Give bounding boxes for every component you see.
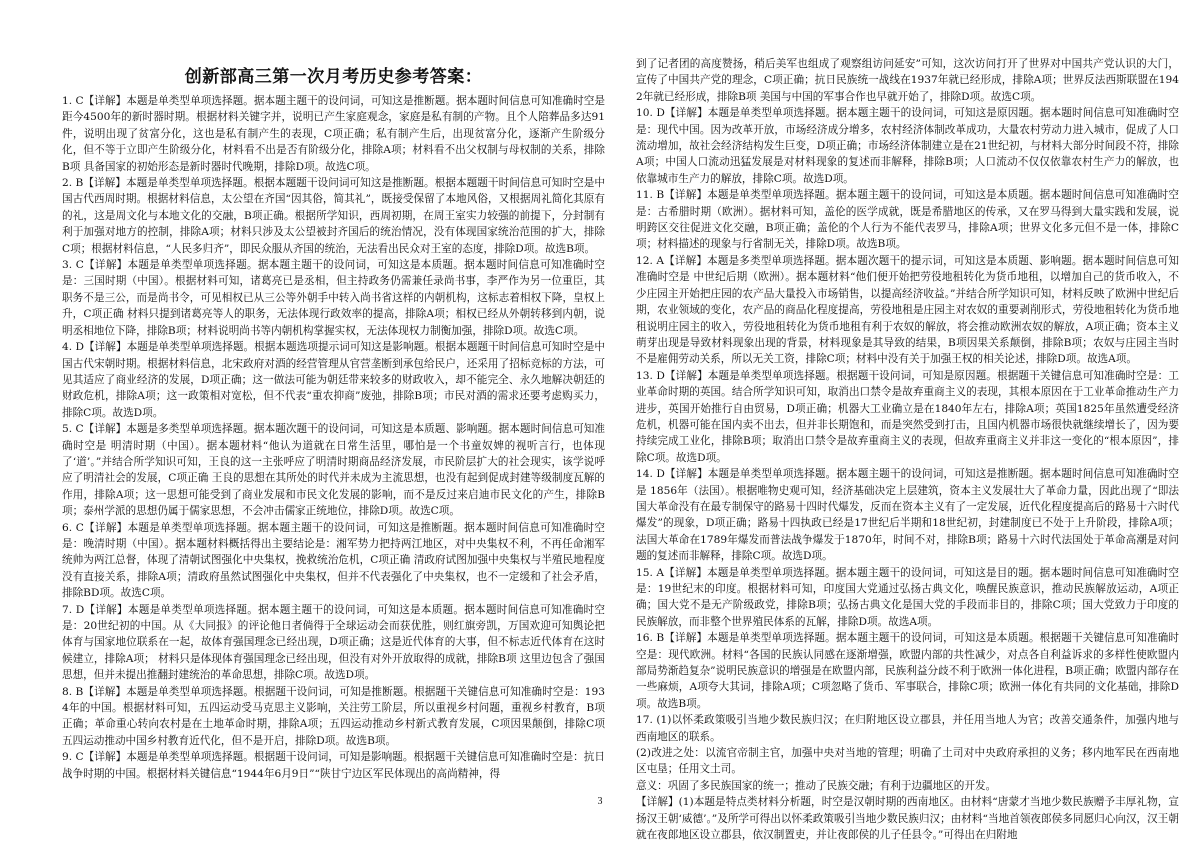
answer-paragraph: 9. C【详解】本题是单类型单项选择题。根据题干设问词，可知是影响题。根据题干关键信息可知准确时空是：抗日战争时期的中国。根据材料关键信息“1944年6月9日”“陕甘宁边区军民体现出的高尚精神，得: [62, 751, 605, 780]
page-number: 3: [597, 796, 603, 807]
answer-paragraph: 3. C【详解】本题是单类型单项选择题。据本题主题干的设问词，可知这是本质题。据本题时间信息可知准确时空是：三国时期（中国）。根据材料可知，诸葛亮已是丞相，但主持政务仍需兼任录尚书事，李严作为另一位重臣，其职务不是三公，而是尚书令，可见相权已从三公等外朝手中转入尚书省这样的内朝机构，这标志着相权下降，皇权上升，C项正确 材料只提到诸葛亮等人的职务，无法体现行政效率的提高，排除A项；相权已经从外朝转移到内朝，说明丞相地位下降，排除B项；材料说明尚书等内朝机构掌握实权，无法体现权力制衡加强，排除D项。故选C项。: [62, 259, 605, 337]
page-title: 创新部高三第一次月考历史参考答案：: [184, 67, 483, 87]
answer-paragraph: 意义：巩固了多民族国家的统一；推动了民族交融；有利于边疆地区的开发。: [636, 779, 997, 792]
right-column: [636, 0, 1179, 844]
answer-paragraph: 1. C【详解】本题是单类型单项选择题。据本题主题干的设问词，可知这是推断题。据本题时间信息可知准确时空是 距今4500年的新时器时期。根据材料关键字并，说明已产生家庭观念，家庭是私有制的产物。且个人陪葬品多达91件，说明出现了贫富分化，这也是私有制产生的表现，C项正确；私有制产生后，出现贫富分化，逐渐产生阶级分化，但不等于立即产生阶级分化，材料看不出是否有阶级分化，排除A项；材料看不出父权制与母权制的关系，排除B项 具备国家的初始形态是新时器时代晚期，排除D项。故选C项。: [62, 95, 605, 173]
answer-paragraph: 13. D【详解】本题是单类型单项选择题。根据题干设问词，可知是原因题。根据题干关键信息可知准确时空是：工业革命时期的英国。结合所学知识可知，取消出口禁令是故弃重商主义的表现，其根本原因在于工业革命推动生产力进步，英国开始推行自由贸易，D项正确；机器大工业确立是在1840年左右，排除A项；英国1825年虽然遭受经济危机，机器可能在国内卖不出去，但并非长期饱和，而是突然受到打击，且国内机器市场很快就继续增长了，因为要持续完成工业化，排除B项；取消出口禁令是故弃重商主义的表现，但故弃重商主义并非这一变化的“根本原因”，排除C项。故选D项。: [636, 369, 1179, 464]
answer-paragraph: (2)改进之处：以流官帝制主官，加强中央对当地的管理；明确了土司对中央政府承担的义务；移内地军民在西南地区屯垦；任用文土司。: [636, 747, 1179, 776]
answer-paragraph: 2. B【详解】本题是单类型单项选择题。根据本题题干设问词可知这是推断题。根据本题题干时间信息可知时空是中国古代西周时期。根据材料信息，太公望在齐国“因其俗，简其礼”，既接受保留了本地风俗，又根据周礼简化其原有的礼，这是周文化与本地文化的交融，B项正确。根据所学知识，西周初期，在周王室实力较强的前提下，分封制有利于加强对地方的控制，排除A项；材料只涉及太公望被封齐国后的统治情况，没有体现国家统治范围的扩大，排除C项；根据材料信息，“人民多归齐”，即民众服从齐国的统治，无法看出民众对王室的态度，排除D项。故选B项。: [62, 177, 605, 255]
answer-paragraph: 到了记者团的高度赞扬，稍后美军也组成了观察组访问延安”可知，这次访问打开了世界对中国共产党认识的大门，宣传了中国共产党的理念，C项正确；抗日民族统一战线在1937年就已经形成，排除A项；世界反法西斯联盟在1942年就已经形成，排除B项 美国与中国的军事合作也早就开始了，排除D项。故选C项。: [636, 58, 1179, 103]
answer-paragraph: 16. B【详解】本题是单类型单项选择题。据本题主题干的设问词，可知这是本质题。根据题干关键信息可知准确时空是：现代欧洲。材料“各国的民族认同感在逐渐增强，欧盟内部的共性减少，对点各自利益诉求的多样性使欧盟内部局势渐趋复杂”说明民族意识的增强是在欧盟内部，民族利益分歧不利于欧洲一体化进程，B项正确；欧盟内部存在一些麻烦，A项夸大其词，排除A项；C项忽略了货币、军事联合，排除C项；欧洲一体化有共同的文化基础，排除D项。故选B项。: [636, 632, 1179, 710]
answer-paragraph: 6. C【详解】本题是单类型单项选择题。据本题主题干的设问词，可知这是推断题。据本题时间信息可知准确时空是：晚清时期（中国）。据本题材料概括得出主要结论是：湘军势力把持两江地区，对中央集权不利，不再任命湘军统帅为两江总督，体现了清朝试图强化中央集权，挽救统治危机，C项正确 清政府试图加强中央集权与半殖民地程度没有直接关系，排除A项；清政府虽然试图强化中央集权，但并不代表强化了中央集权，也不一定缓和了社会矛盾，排除BD项。故选C项。: [62, 521, 605, 600]
answer-paragraph: 5. C【详解】本题是多类型单项选择题。据本题次题干的设问词，可知这是本质题、影响题。据本题时间信息可知准确时空是 明清时期（中国）。据本题材料“他认为道就在日常生活里，哪怕是一个书童奴婢的视听言行，也体现了‘道’。”并结合所学知识可知，王良的这一主张呼应了明清时期商品经济发展，市民阶层扩大的社会现实，该学说呼应了明清社会的发展，C项正确 王良的思想在其所处的时代并未成为主流思想，也没有起到促成封建等级制度瓦解的作用，排除A项；这一思想可能受到了商业发展和市民文化发展的影响，而不是反过来启迪市民文化的产生，排除B项；泰州学派的思想仍属于儒家思想，不会冲击儒家正统地位，排除D项。故选C项。: [62, 423, 605, 518]
answer-paragraph: 15. A【详解】本题是单类型单项选择题。据本题主题干的设问词，可知这是目的题。据本题时间信息可知准确时空是：19世纪末的印度。根据材料可知，印度国大党通过弘扬古典文化，唤醒民族意识，推动民族解放运动，A项正确；国大党不是无产阶级政党，排除B项；弘扬古典文化是国大党的手段而非目的，排除C项；国大党致力于印度的民族解放，而非整个世界殖民体系的瓦解，排除D项。故选A项。: [636, 566, 1179, 628]
answer-paragraph: 8. B【详解】本题是单类型单项选择题。根据题干设问词，可知是推断题。根据题干关键信息可知准确时空是：1934年的中国。根据材料可知，五四运动受马克思主义影响，关注劳工阶层，所以重视乡村问题，重视乡村教育，B项正确；革命重心转向农村是在土地革命时期，排除A项；五四运动推动乡村新式教育发展，C项因果颠倒，排除C项 五四运动推动中国乡村教育近代化，但不是开启，排除D项。故选B项。: [62, 685, 605, 747]
answer-paragraph: 10. D【详解】本题是单类型单项选择题。据本题主题干的设问词，可知这是原因题。据本题时间信息可知准确时空是：现代中国。因为改革开放，市场经济成分增多，农村经济体制改革成功，大量农村劳动力进入城市，促成了人口流动增加，故社会经济结构发生巨变，D项正确；市场经济体制建立是在21世纪初，与材料大部分时间段不符，排除A项；中国人口流动迅猛发展是对材料现象的复述而非解释，排除B项；人口流动不仅仅依靠农村生产力的解放，也依靠城市生产力的解放，排除C项。故选D项。: [636, 107, 1179, 185]
answer-paragraph: 12. A【详解】本题是多类型单项选择题。据本题次题干的提示词，可知这是本质题、影响题。据本题时间信息可知准确时空是 中世纪后期（欧洲）。据本题材料“他们便开始把劳役地租转化为货币地租，以增加自己的货币收入，不少庄园主开始把庄园的农产品大量投入市场销售，以提高经济收益。”并结合所学知识可知，材料反映了欧洲中世纪后期，农业领域的变化，农产品的商品化程度提高，劳役地租是庄园主对农奴的重要剥削形式，劳役地租转化为货币地租说明庄园主的收入，劳役地租转化为货币地租有利于农奴的解放，将会推动欧洲农奴的解放，A项正确；资本主义萌芽出现是导致材料现象出现的背景，材料现象是其导致的结果，B项因果关系颠倒，排除B项；农奴与庄园主当时不是雇佣劳动关系，所以无关工资，排除C项；材料中没有关于加强王权的相关论述，排除D项。故选A项。: [636, 254, 1179, 366]
answer-paragraph: 4. D【详解】本题是单类型单项选择题。根据本题选项提示词可知这是影响题。根据本题题干时间信息可知时空是中国古代宋朝时期。根据材料信息，北宋政府对酒的经营管理从官营垄断到承包给民户，还采用了招标竞标的方法，可见其适应了商业经济的发展，D项正确；这一做法可能为朝廷带来较多的财政收入，却不能完全、永久地解决朝廷的财政危机，排除A项；这一政策相对宽松，但不代表“重农抑商”废弛，排除B项；市民对酒的需求还要考虑购买力，排除C项。故选D项。: [62, 341, 605, 419]
answer-paragraph: 7. D【详解】本题是单类型单项选择题。据本题主题干的设问词，可知这是本质题。据本题时间信息可知准确时空是：20世纪初的中国。从《大同报》的评论他日者倘得于全球运动会而获优胜，则红旗旁凯，万国欢迎可知舆论把体育与国家地位联系在一起，故体育强国理念已经出现，D项正确；这是近代体育的大事，但不标志近代体育在这时候建立，排除A项； 材料只是体现体育强国理念已经出现，但没有对外开放取得的成就，排除B项 这里边包含了强国思想，但并未提出推翻封建统治的革命思想，排除C项。故选D项。: [62, 603, 605, 682]
answer-paragraph: 【详解】(1)本题是特点类材料分析题，时空是汉朝时期的西南地区。由材料“唐蒙才当地少数民族赠予丰厚礼物，宣扬汉王朝‘威德’。”及所学可得出以怀柔政策吸引当地少数民族归汉；由材料“当地首领夜郎侯多同愿归心向汉，汉王朝就在夜郎地区设立郡县，依汉制置吏，并让夜郎侯的儿子任县令。”可得出在归附地: [636, 796, 1179, 842]
answer-paragraph: 11. B【详解】本题是单类型单项选择题。据本题主题干的设问词，可知这是本质题。据本题时间信息可知准确时空是：古希腊时期（欧洲）。据材料可知，盖伦的医学成就，既是希腊地区的传承，又在罗马得到大量实践和发展，说明跨区交往促进文化交融，B项正确；盖伦的个人行为不能代表罗马，排除A项；世界文化多元但不是一体，排除C项；材料描述的现象与行省制无关，排除D项。故选B项。: [636, 189, 1179, 251]
answer-paragraph: 17. (1)以怀柔政策吸引当地少数民族归汉；在归附地区设立郡县，并任用当地人为官；改善交通条件，加强内地与西南地区的联系。: [636, 714, 1179, 743]
answer-paragraph: 14. D【详解】本题是单类型单项选择题。据本题主题干的设问词，可知这是推断题。据本题时间信息可知准确时空是 1856年（法国）。根据唯物史观可知，经济基础决定上层建筑，资本主义发展壮大了革命力量，因此出现了“即法国大革命没有在最专制保守的路易十四时代爆发，反而在资本主义有了一定发展，近代化程度提高后的路易十六时代爆发”的现象，D项正确；路易十四执政已经是17世纪后半期和18世纪初，封建制度已不处于上升阶段，排除A项；法国大革命在1789年爆发而普法战争爆发于1870年，时间不对，排除B项；路易十六时代法国处于革命高潮是对问题的复述而非解释，排除C项。故选D项。: [636, 468, 1179, 563]
left-column: [62, 0, 605, 782]
